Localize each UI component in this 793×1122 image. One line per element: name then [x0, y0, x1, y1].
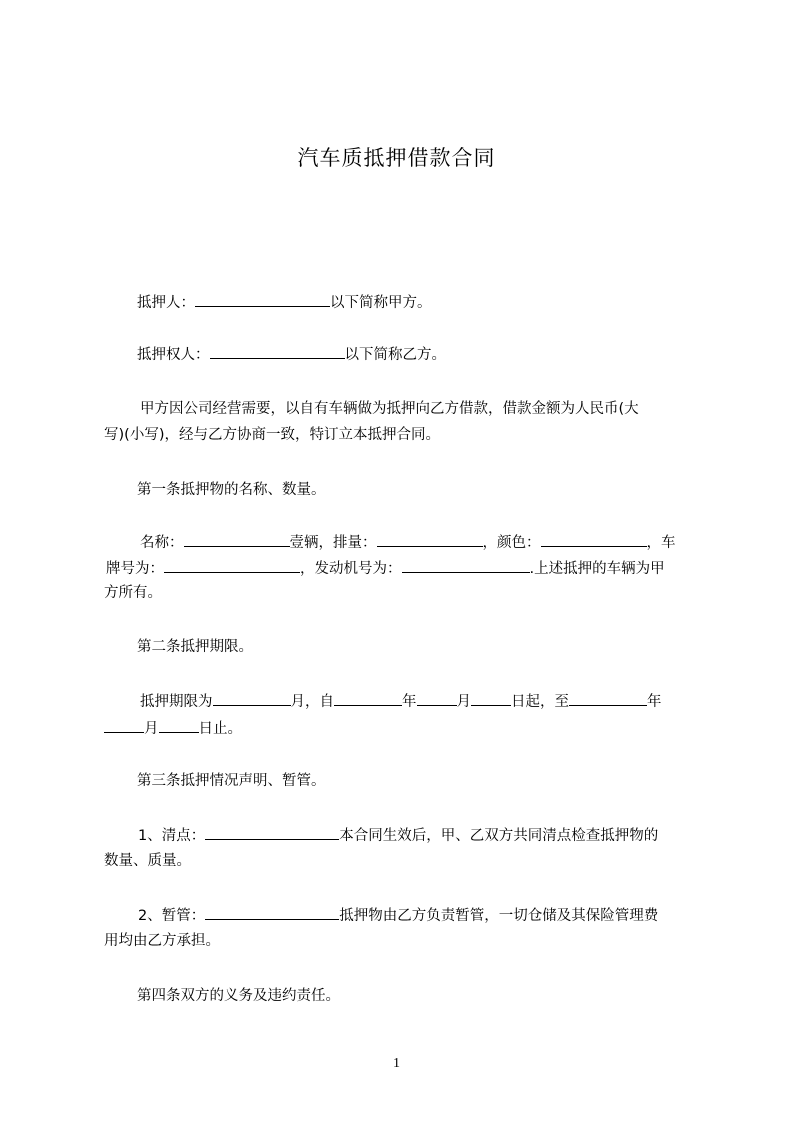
displacement-blank: [377, 532, 483, 547]
end-day-blank: [159, 718, 199, 733]
count-label: 壹辆，排量：: [289, 535, 377, 551]
pledgee-suffix: 以下简称乙方。: [344, 347, 446, 363]
year1-label: 年: [402, 694, 417, 710]
item-2-label: 2、暂管：: [138, 908, 206, 924]
item-1-label: 1、清点：: [138, 828, 206, 844]
pledgee-label: 抵押权人：: [137, 347, 210, 363]
day-end-label: 日止。: [198, 721, 242, 737]
pledgor-blank: [195, 292, 330, 307]
end-month-blank: [104, 718, 144, 733]
car-label: ，车: [646, 535, 676, 551]
article-2-heading: 第二条抵押期限。: [137, 639, 253, 655]
article-3-item-1-cont: 数量、质量。: [104, 853, 191, 869]
article-3-item-1: [138, 825, 658, 846]
item-2-blank: [205, 905, 339, 920]
name-label: 名称：: [140, 535, 184, 551]
month2-label: 月: [144, 721, 159, 737]
article-1-owner-line: 方所有。: [104, 585, 162, 601]
start-month-blank: [417, 691, 457, 706]
article-2-end-line: [104, 718, 242, 739]
year2-label: 年: [647, 694, 662, 710]
day-start-label: 日起，至: [511, 694, 569, 710]
owner-text: .上述抵押的车辆为甲: [529, 561, 665, 577]
pledgor-line: [137, 292, 432, 313]
plate-label: 牌号为：: [106, 561, 164, 577]
start-day-blank: [471, 691, 511, 706]
pledgee-blank: [210, 344, 345, 359]
month-from-label: 月，自: [290, 694, 334, 710]
item-2-text: 抵押物由乙方负责暂管，一切仓储及其保险管理费: [339, 908, 659, 924]
article-3-item-2-cont: 用均由乙方承担。: [104, 933, 220, 949]
name-blank: [184, 532, 290, 547]
pledgee-line: [137, 344, 446, 365]
intro-line-2: 写)(小写)，经与乙方协商一致，特订立本抵押合同。: [104, 427, 440, 443]
start-year-blank: [334, 691, 402, 706]
period-label: 抵押期限为: [140, 694, 213, 710]
article-2-period-line: [140, 691, 662, 712]
article-1-plate-line: [106, 558, 665, 579]
pledgor-suffix: 以下简称甲方。: [330, 295, 432, 311]
item-1-blank: [205, 825, 339, 840]
color-label: ，颜色：: [482, 535, 541, 551]
intro-line-1: 甲方因公司经营需要，以自有车辆做为抵押向乙方借款，借款金额为人民币(大: [140, 401, 639, 417]
article-1-heading: 第一条抵押物的名称、数量。: [137, 482, 326, 498]
document-title: 汽车质抵押借款合同: [297, 146, 496, 170]
color-blank: [541, 532, 647, 547]
pledgor-label: 抵押人：: [137, 295, 195, 311]
article-3-heading: 第三条抵押情况声明、暂管。: [137, 773, 326, 789]
engine-blank: [402, 558, 530, 573]
article-4-heading: 第四条双方的义务及违约责任。: [137, 988, 340, 1004]
item-1-text: 本合同生效后，甲、乙双方共同清点检查抵押物的: [339, 828, 659, 844]
engine-label: ，发动机号为：: [300, 561, 402, 577]
end-year-blank: [569, 691, 647, 706]
page-number: 1: [393, 1056, 400, 1071]
period-months-blank: [213, 691, 291, 706]
article-1-name-line: [140, 532, 676, 553]
article-3-item-2: [138, 905, 658, 926]
month1-label: 月: [456, 694, 471, 710]
plate-blank: [164, 558, 300, 573]
